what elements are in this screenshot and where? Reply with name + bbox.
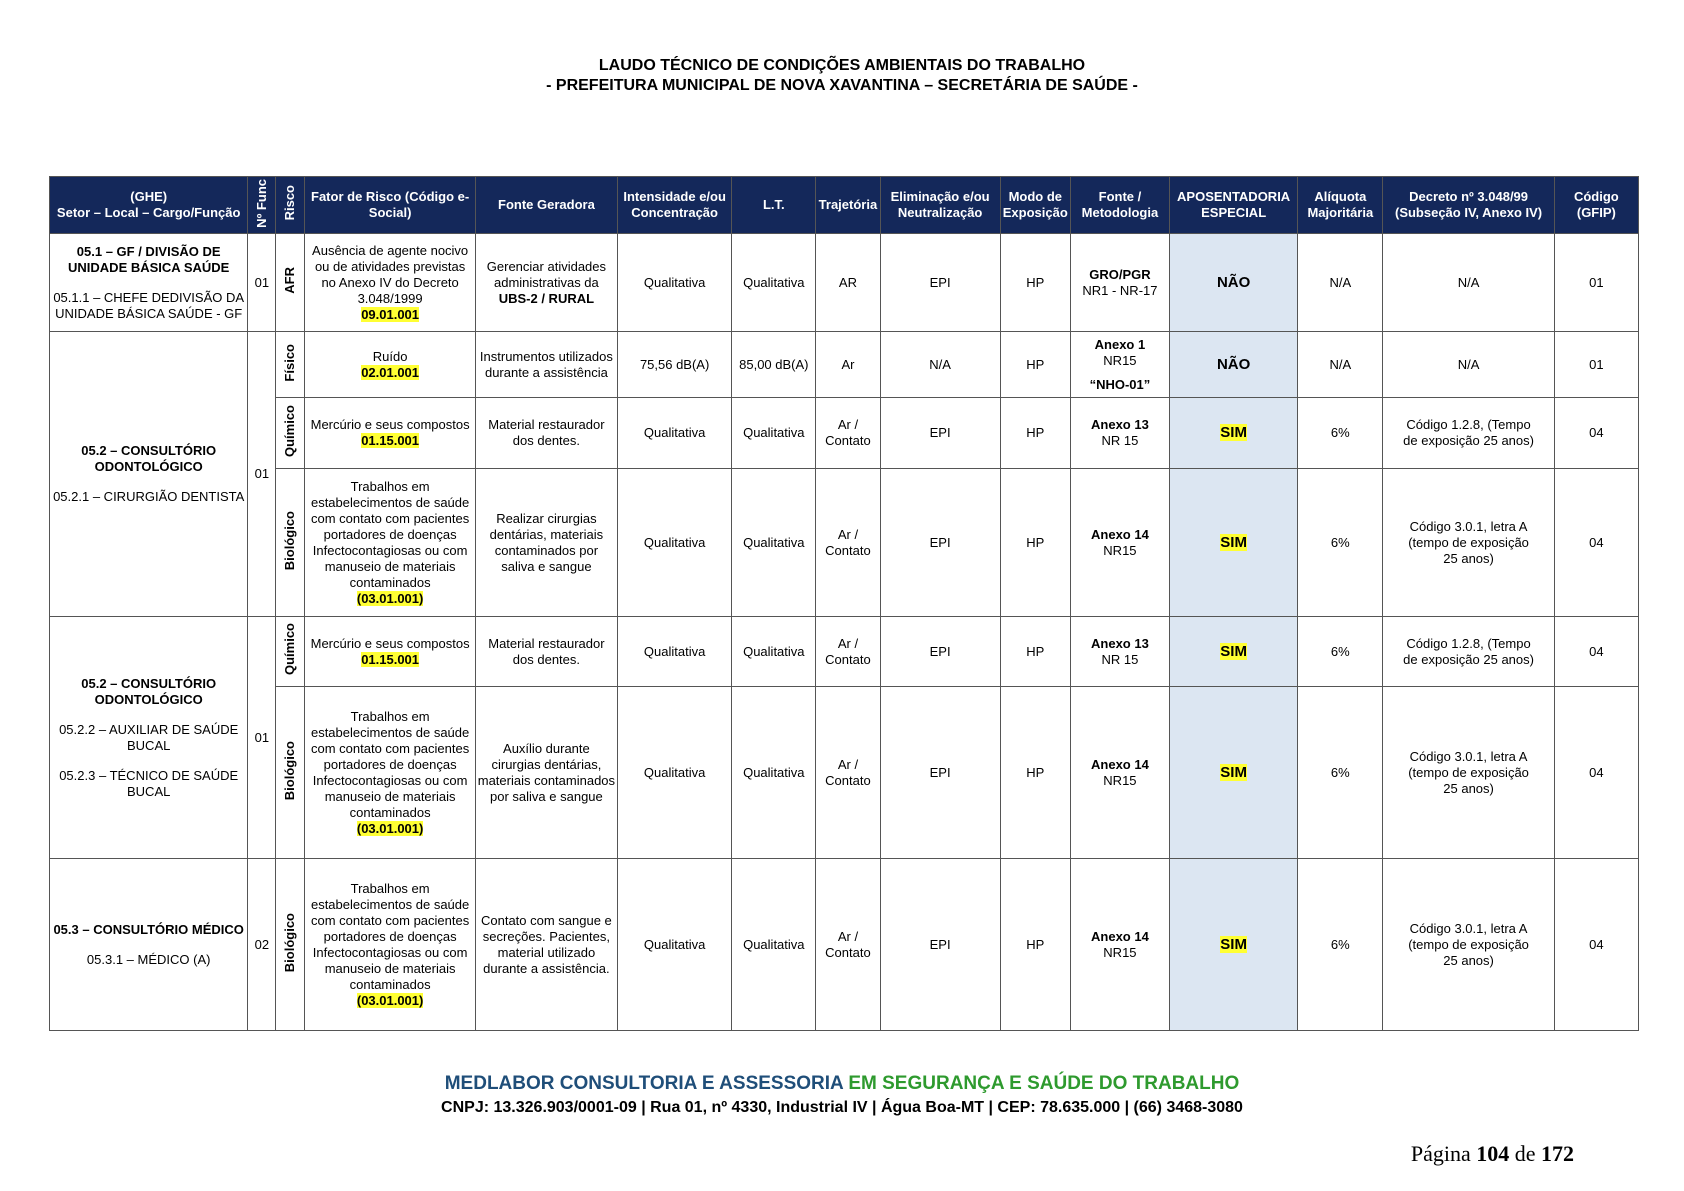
eliminacao-cell: EPI bbox=[880, 469, 1000, 617]
page-number bbox=[1411, 1141, 1574, 1167]
fator-cell bbox=[305, 332, 475, 398]
risco-cell bbox=[276, 332, 305, 398]
metodologia-text: NR15 bbox=[1103, 772, 1137, 788]
fator-text: Trabalhos em estabelecimentos de saúde com contato com pacientes portadores de doenças Infectocontagiosas ou com manuseio de materiais contaminados bbox=[310, 880, 470, 992]
modo-cell: HP bbox=[1000, 859, 1070, 1031]
aposentadoria-cell bbox=[1170, 332, 1298, 398]
codigo-cell: 04 bbox=[1554, 617, 1638, 687]
table-row bbox=[50, 332, 1639, 398]
fator-cell bbox=[305, 469, 475, 617]
footer-contact: CNPJ: 13.326.903/0001-09 | Rua 01, nº 4330, Industrial IV | Água Boa-MT | CEP: 78.635.000 | (66) 3468-3080 bbox=[441, 1099, 1243, 1116]
page-current: 104 bbox=[1476, 1141, 1510, 1166]
fator-cell bbox=[305, 859, 475, 1031]
aliquota-cell: 6% bbox=[1298, 398, 1383, 469]
risco-cell bbox=[276, 859, 305, 1031]
fator-cell bbox=[305, 687, 475, 859]
metodologia-text: NR 15 bbox=[1101, 651, 1139, 667]
ghe-function: 05.2.3 – TÉCNICO DE SAÚDE BUCAL bbox=[59, 767, 239, 799]
table-header-row bbox=[50, 177, 1639, 234]
metodologia-bold: Anexo 14 bbox=[1091, 756, 1149, 772]
decreto-cell: Código 3.0.1, letra A (tempo de exposição 25 anos) bbox=[1383, 469, 1554, 617]
fonte-geradora-cell bbox=[475, 859, 617, 1031]
aposentadoria-value: SIM bbox=[1220, 935, 1247, 953]
codigo-cell: 04 bbox=[1554, 398, 1638, 469]
fonte-geradora-text: Material restaurador dos dentes. bbox=[488, 635, 605, 667]
footer-company-green: EM SEGURANÇA E SAÚDE DO TRABALHO bbox=[848, 1073, 1240, 1094]
aposentadoria-cell bbox=[1170, 617, 1298, 687]
nfunc-cell: 01 bbox=[248, 332, 276, 617]
footer-company-blue: MEDLABOR CONSULTORIA E ASSESSORIA bbox=[444, 1073, 844, 1094]
col-aposentadoria: APOSENTADORIA ESPECIAL bbox=[1170, 177, 1298, 234]
fator-code: 09.01.001 bbox=[361, 306, 420, 322]
fator-text: Mercúrio e seus compostos bbox=[310, 417, 470, 432]
document-title-line1: LAUDO TÉCNICO DE CONDIÇÕES AMBIENTAIS DO TRABALHO bbox=[598, 57, 1086, 74]
aposentadoria-cell bbox=[1170, 398, 1298, 469]
col-aliquota: Alíquota Majoritária bbox=[1298, 177, 1383, 234]
fator-code: 02.01.001 bbox=[361, 364, 420, 380]
col-fator: Fator de Risco (Código e-Social) bbox=[305, 177, 475, 234]
trajetoria-cell: Ar / Contato bbox=[816, 687, 880, 859]
metodologia-text: NR15 bbox=[1103, 944, 1137, 960]
aposentadoria-value: NÃO bbox=[1216, 273, 1251, 291]
aposentadoria-cell bbox=[1170, 687, 1298, 859]
table-body bbox=[50, 234, 1639, 1031]
lt-cell: 85,00 dB(A) bbox=[732, 332, 816, 398]
eliminacao-cell: EPI bbox=[880, 859, 1000, 1031]
codigo-cell: 01 bbox=[1554, 332, 1638, 398]
fator-text: Trabalhos em estabelecimentos de saúde com contato com pacientes portadores de doenças Infectocontagiosas ou com manuseio de materiais contaminados bbox=[310, 708, 470, 820]
fonte-geradora-cell bbox=[475, 687, 617, 859]
trajetoria-cell: Ar bbox=[816, 332, 880, 398]
fonte-geradora-text: Realizar cirurgias dentárias, materiais contaminados por saliva e sangue bbox=[489, 510, 604, 574]
fator-cell bbox=[305, 617, 475, 687]
metodologia-bold: Anexo 13 bbox=[1091, 417, 1149, 432]
intensidade-cell: Qualitativa bbox=[618, 469, 732, 617]
fonte-metodologia-cell bbox=[1070, 469, 1169, 617]
lt-cell: Qualitativa bbox=[732, 234, 816, 332]
metodologia-bold: Anexo 13 bbox=[1091, 635, 1149, 651]
metodologia-bold: Anexo 14 bbox=[1091, 526, 1149, 542]
ghe-function: 05.2.2 – AUXILIAR DE SAÚDE BUCAL bbox=[59, 721, 239, 753]
fonte-geradora-text: Instrumentos utilizados durante a assistência bbox=[479, 348, 613, 380]
col-eliminacao: Eliminação e/ou Neutralização bbox=[880, 177, 1000, 234]
decreto-cell: Código 1.2.8, (Tempo de exposição 25 anos) bbox=[1383, 398, 1554, 469]
lt-cell: Qualitativa bbox=[732, 617, 816, 687]
fonte-geradora-text: Gerenciar atividades administrativas da bbox=[486, 258, 607, 290]
table-row bbox=[50, 859, 1639, 1031]
fator-text: Ruído bbox=[372, 348, 408, 364]
table-row bbox=[50, 234, 1639, 332]
modo-cell: HP bbox=[1000, 617, 1070, 687]
metodologia-bold: Anexo 1 bbox=[1094, 336, 1146, 352]
decreto-cell: Código 1.2.8, (Tempo de exposição 25 anos) bbox=[1383, 617, 1554, 687]
eliminacao-cell: N/A bbox=[880, 332, 1000, 398]
risco-label: Químico bbox=[282, 404, 298, 457]
metodologia-extra: “NHO-01” bbox=[1089, 376, 1151, 392]
eliminacao-cell: EPI bbox=[880, 687, 1000, 859]
fonte-metodologia-cell bbox=[1070, 234, 1169, 332]
page-total: 172 bbox=[1541, 1141, 1574, 1166]
intensidade-cell: Qualitativa bbox=[618, 398, 732, 469]
fonte-geradora-cell bbox=[475, 398, 617, 469]
decreto-cell: N/A bbox=[1383, 332, 1554, 398]
col-risco-label: Risco bbox=[282, 185, 298, 221]
intensidade-cell: Qualitativa bbox=[618, 687, 732, 859]
risco-label: Químico bbox=[282, 623, 298, 676]
modo-cell: HP bbox=[1000, 687, 1070, 859]
aliquota-cell: N/A bbox=[1298, 234, 1383, 332]
decreto-cell: Código 3.0.1, letra A (tempo de exposição 25 anos) bbox=[1383, 859, 1554, 1031]
ghe-cell bbox=[50, 617, 248, 859]
intensidade-cell: Qualitativa bbox=[618, 859, 732, 1031]
risco-cell bbox=[276, 617, 305, 687]
col-trajetoria: Trajetória bbox=[816, 177, 880, 234]
ghe-title: 05.2 – CONSULTÓRIO ODONTOLÓGICO bbox=[81, 443, 217, 474]
aposentadoria-value: SIM bbox=[1220, 642, 1247, 660]
col-modo: Modo de Exposição bbox=[1000, 177, 1070, 234]
risco-label: Físico bbox=[282, 343, 298, 382]
ghe-cell bbox=[50, 234, 248, 332]
lt-cell: Qualitativa bbox=[732, 687, 816, 859]
fator-text: Ausência de agente nocivo ou de atividades previstas no Anexo IV do Decreto 3.048/1999 bbox=[312, 242, 469, 306]
col-ghe-line2: Setor – Local – Cargo/Função bbox=[56, 205, 241, 220]
fonte-geradora-bold: UBS-2 / RURAL bbox=[498, 290, 595, 306]
intensidade-cell: Qualitativa bbox=[618, 234, 732, 332]
fator-text: Mercúrio e seus compostos bbox=[310, 635, 470, 651]
decreto-cell: N/A bbox=[1383, 234, 1554, 332]
col-nfunc-label: Nº Func bbox=[253, 178, 269, 228]
metodologia-text: NR 15 bbox=[1101, 433, 1139, 448]
aliquota-cell: N/A bbox=[1298, 332, 1383, 398]
col-intensidade: Intensidade e/ou Concentração bbox=[618, 177, 732, 234]
fonte-geradora-cell bbox=[475, 469, 617, 617]
risco-cell bbox=[276, 687, 305, 859]
risco-label: AFR bbox=[282, 267, 298, 294]
col-fonte-metodologia: Fonte / Metodologia bbox=[1070, 177, 1169, 234]
risco-cell bbox=[276, 469, 305, 617]
aliquota-cell: 6% bbox=[1298, 687, 1383, 859]
trajetoria-cell: Ar / Contato bbox=[816, 398, 880, 469]
document-title-line2: - PREFEITURA MUNICIPAL DE NOVA XAVANTINA – SECRETÁRIA DE SAÚDE - bbox=[546, 77, 1138, 94]
aposentadoria-cell bbox=[1170, 859, 1298, 1031]
fonte-geradora-text: Auxílio durante cirurgias dentárias, materiais contaminados por saliva e sangue bbox=[477, 740, 616, 804]
modo-cell: HP bbox=[1000, 234, 1070, 332]
trajetoria-cell: Ar / Contato bbox=[816, 617, 880, 687]
table-row bbox=[50, 687, 1639, 859]
lt-cell: Qualitativa bbox=[732, 469, 816, 617]
aposentadoria-value: SIM bbox=[1220, 424, 1247, 441]
codigo-cell: 04 bbox=[1554, 859, 1638, 1031]
modo-cell: HP bbox=[1000, 398, 1070, 469]
col-ghe bbox=[50, 177, 248, 234]
eliminacao-cell: EPI bbox=[880, 617, 1000, 687]
page-of: de bbox=[1514, 1141, 1536, 1166]
aposentadoria-value: SIM bbox=[1220, 763, 1247, 781]
fator-code: 01.15.001 bbox=[361, 651, 420, 667]
risco-label: Biológico bbox=[282, 912, 298, 973]
page-prefix: Página bbox=[1410, 1141, 1471, 1166]
fonte-metodologia-cell bbox=[1070, 687, 1169, 859]
table-row bbox=[50, 398, 1639, 469]
metodologia-text: NR15 bbox=[1103, 352, 1137, 368]
metodologia-text: NR1 - NR-17 bbox=[1082, 282, 1158, 298]
modo-cell: HP bbox=[1000, 469, 1070, 617]
col-codigo: Código (GFIP) bbox=[1554, 177, 1638, 234]
fator-cell bbox=[305, 234, 475, 332]
fonte-metodologia-cell bbox=[1070, 332, 1169, 398]
col-lt: L.T. bbox=[732, 177, 816, 234]
eliminacao-cell: EPI bbox=[880, 398, 1000, 469]
footer-company bbox=[0, 1073, 1684, 1095]
risco-label: Biológico bbox=[282, 510, 298, 571]
ghe-cell bbox=[50, 332, 248, 617]
col-fonte-geradora: Fonte Geradora bbox=[475, 177, 617, 234]
eliminacao-cell: EPI bbox=[880, 234, 1000, 332]
ghe-cell bbox=[50, 859, 248, 1031]
fator-code: (03.01.001) bbox=[356, 820, 424, 836]
modo-cell: HP bbox=[1000, 332, 1070, 398]
ghe-title: 05.1 – GF / DIVISÃO DE UNIDADE BÁSICA SAÚDE bbox=[68, 243, 230, 275]
fator-text: Trabalhos em estabelecimentos de saúde com contato com pacientes portadores de doenças Infectocontagiosas ou com manuseio de materiais contaminados bbox=[310, 478, 470, 590]
ghe-title: 05.3 – CONSULTÓRIO MÉDICO bbox=[53, 921, 244, 937]
trajetoria-cell: Ar / Contato bbox=[816, 469, 880, 617]
fonte-geradora-cell bbox=[475, 234, 617, 332]
intensidade-cell: 75,56 dB(A) bbox=[618, 332, 732, 398]
fonte-geradora-cell bbox=[475, 617, 617, 687]
aliquota-cell: 6% bbox=[1298, 469, 1383, 617]
col-ghe-line1: (GHE) bbox=[130, 189, 168, 204]
risco-label: Biológico bbox=[282, 740, 298, 801]
document-header bbox=[0, 56, 1684, 96]
table-row bbox=[50, 617, 1639, 687]
trajetoria-cell: Ar / Contato bbox=[816, 859, 880, 1031]
fonte-metodologia-cell bbox=[1070, 617, 1169, 687]
ghe-title: 05.2 – CONSULTÓRIO ODONTOLÓGICO bbox=[81, 675, 217, 707]
metodologia-bold: GRO/PGR bbox=[1089, 266, 1151, 282]
lt-cell: Qualitativa bbox=[732, 859, 816, 1031]
metodologia-bold: Anexo 14 bbox=[1091, 928, 1149, 944]
fator-code: (03.01.001) bbox=[356, 992, 424, 1008]
col-risco bbox=[276, 177, 305, 234]
ghe-function: 05.1.1 – CHEFE DEDIVISÃO DA UNIDADE BÁSICA SAÚDE - GF bbox=[53, 289, 245, 321]
codigo-cell: 04 bbox=[1554, 469, 1638, 617]
col-nfunc bbox=[248, 177, 276, 234]
aposentadoria-value: NÃO bbox=[1216, 355, 1251, 373]
lt-cell: Qualitativa bbox=[732, 398, 816, 469]
aliquota-cell: 6% bbox=[1298, 617, 1383, 687]
risco-cell bbox=[276, 234, 305, 332]
col-decreto: Decreto nº 3.048/99 (Subseção IV, Anexo IV) bbox=[1383, 177, 1554, 234]
ghe-function: 05.2.1 – CIRURGIÃO DENTISTA bbox=[53, 489, 245, 504]
aposentadoria-cell bbox=[1170, 234, 1298, 332]
trajetoria-cell: AR bbox=[816, 234, 880, 332]
risk-table bbox=[49, 176, 1639, 1031]
fonte-geradora-text: Contato com sangue e secreções. Pacientes, material utilizado durante a assistência. bbox=[480, 912, 612, 976]
fonte-geradora-text: Material restaurador dos dentes. bbox=[488, 417, 605, 448]
codigo-cell: 04 bbox=[1554, 687, 1638, 859]
decreto-cell: Código 3.0.1, letra A (tempo de exposição 25 anos) bbox=[1383, 687, 1554, 859]
risco-cell bbox=[276, 398, 305, 469]
nfunc-cell: 02 bbox=[248, 859, 276, 1031]
aposentadoria-cell bbox=[1170, 469, 1298, 617]
nfunc-cell: 01 bbox=[248, 617, 276, 859]
fonte-metodologia-cell bbox=[1070, 398, 1169, 469]
aliquota-cell: 6% bbox=[1298, 859, 1383, 1031]
fator-cell bbox=[305, 398, 475, 469]
ghe-function: 05.3.1 – MÉDICO (A) bbox=[86, 951, 211, 967]
fator-code: (03.01.001) bbox=[356, 590, 424, 606]
fonte-metodologia-cell bbox=[1070, 859, 1169, 1031]
table-row bbox=[50, 469, 1639, 617]
intensidade-cell: Qualitativa bbox=[618, 617, 732, 687]
aposentadoria-value: SIM bbox=[1220, 533, 1247, 551]
fator-code: 01.15.001 bbox=[361, 433, 420, 448]
codigo-cell: 01 bbox=[1554, 234, 1638, 332]
fonte-geradora-cell bbox=[475, 332, 617, 398]
nfunc-cell: 01 bbox=[248, 234, 276, 332]
metodologia-text: NR15 bbox=[1103, 542, 1137, 558]
